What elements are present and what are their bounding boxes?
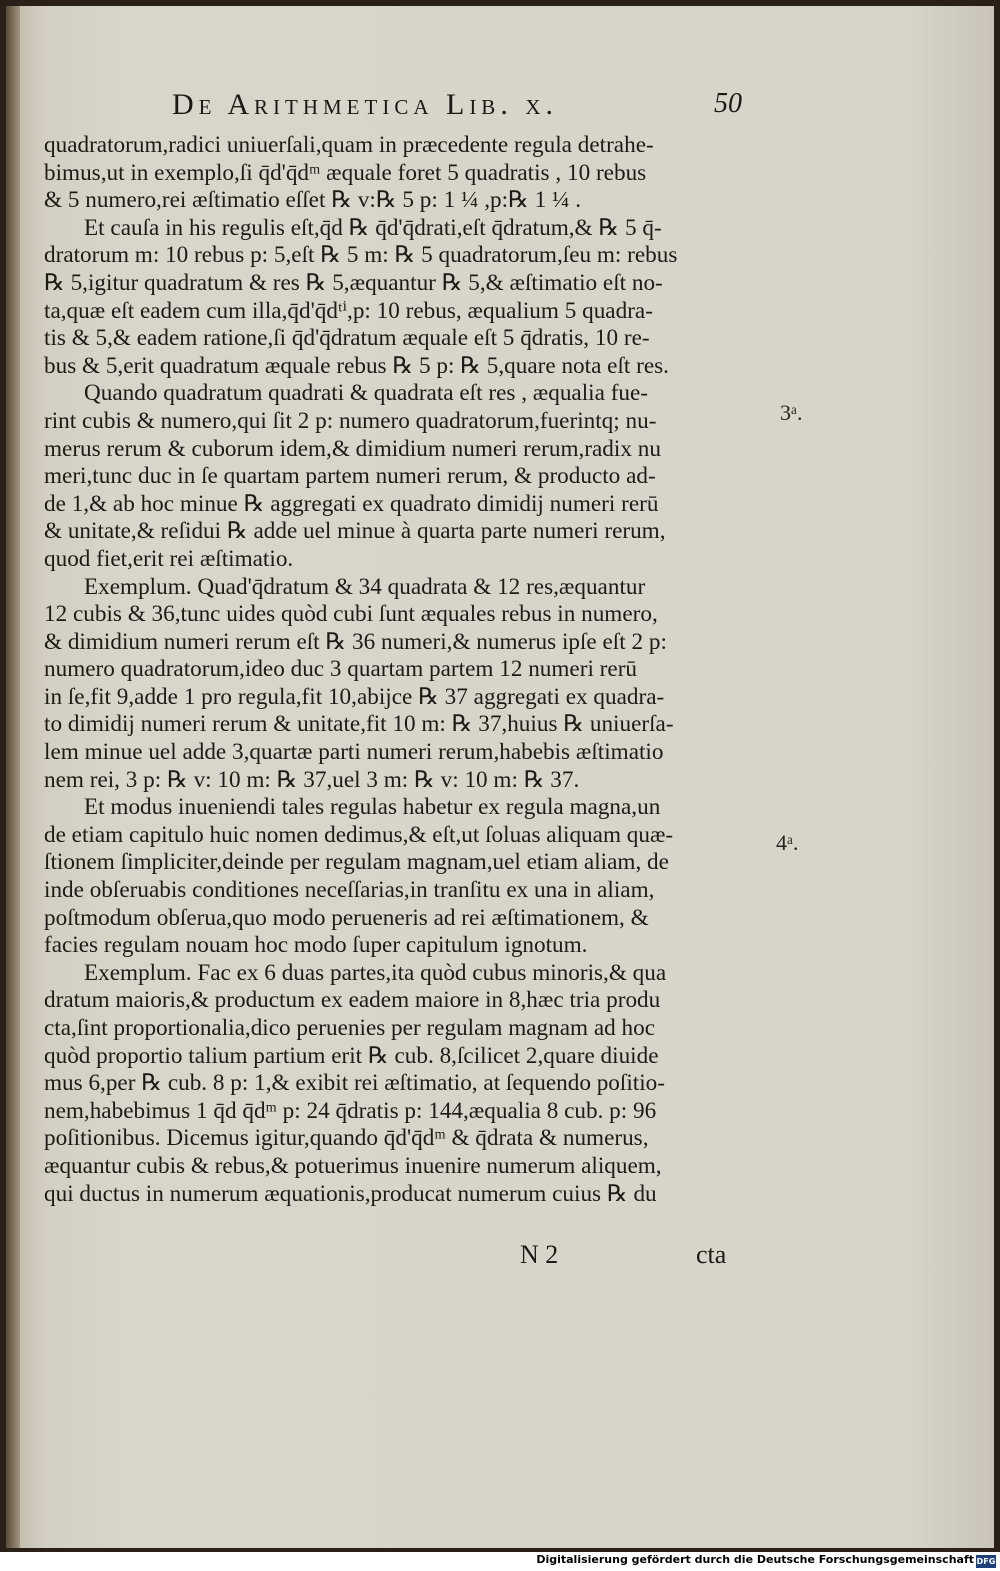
page-gutter — [6, 6, 20, 1548]
text-line: dratum maioris,& productum ex eadem maiore in 8,hæc tria produ — [44, 987, 661, 1014]
text-line: merus rerum & cuborum idem,& dimidium numeri rerum,radix nu — [44, 435, 661, 462]
running-title: De Arithmetica Lib. x. — [172, 88, 558, 121]
text-line: quod fiet,erit rei æſtimatio. — [44, 545, 294, 572]
text-line: tis & 5,& eadem ratione,ſi q̄d'q̄dratum æquale eſt 5 q̄dratis, 10 re- — [44, 325, 650, 352]
text-line: Et modus inueniendi tales regulas habetur ex regula magna,un — [84, 794, 661, 821]
dfg-logo: DFG — [976, 1557, 996, 1566]
page-number: 50 — [714, 88, 742, 119]
text-line: qui ductus in numerum æquationis,producat numerum cuius ℞ du — [44, 1180, 657, 1207]
text-line: de etiam capitulo huic nomen dedimus,& eſt,ut ſoluas aliquam quæ- — [44, 821, 674, 848]
text-line: & 5 numero,rei æſtimatio eſſet ℞ v:℞ 5 p: 1 ¼ ,p:℞ 1 ¼ . — [44, 187, 582, 214]
text-line: mus 6,per ℞ cub. 8 p: 1,& exibit rei æſtimatio, at ſequendo poſitio- — [44, 1070, 665, 1097]
text-line: 12 cubis & 36,tunc uides quòd cubi ſunt æquales rebus in numero, — [44, 601, 658, 628]
text-line: nem rei, 3 p: ℞ v: 10 m: ℞ 37,uel 3 m: ℞ v: 10 m: ℞ 37. — [44, 766, 580, 793]
text-line: Exemplum. Quad'q̄dratum & 34 quadrata & 12 res,æquantur — [84, 573, 646, 600]
signature-mark: N 2 — [520, 1240, 559, 1269]
margin-note-3a: 3ᵃ. — [780, 400, 803, 425]
text-line: quòd proportio talium partium erit ℞ cub. 8,ſcilicet 2,quare diuide — [44, 1042, 659, 1069]
text-line: & unitate,& reſidui ℞ adde uel minue à quarta parte numeri rerum, — [44, 518, 666, 545]
text-line: facies regulam nouam hoc modo ſuper capitulum ignotum. — [44, 932, 588, 959]
text-line: ſtionem ſimpliciter,deinde per regulam magnam,uel etiam aliam, de — [44, 849, 669, 876]
text-line: numero quadratorum,ideo duc 3 quartam partem 12 numeri rerū — [44, 656, 638, 683]
text-line: to dimidij numeri rerum & unitate,fit 10 m: ℞ 37,huius ℞ uniuerſa- — [44, 711, 674, 738]
running-head — [120, 88, 740, 132]
text-line: Quando quadratum quadrati & quadrata eſt res , æqualia fue- — [84, 380, 649, 407]
text-line: Exemplum. Fac ex 6 duas partes,ita quòd cubus minoris,& qua — [84, 959, 667, 986]
margin-note-4a: 4ᵃ. — [776, 830, 799, 855]
text-line: poſitionibus. Dicemus igitur,quando q̄d'q̄dᵐ & q̄drata & numerus, — [44, 1125, 649, 1152]
text-line: cta,ſint proportionalia,dico peruenies per regulam magnam ad hoc — [44, 1015, 656, 1041]
text-line: quadratorum,radici uniuerſali,quam in præcedente regula detrahe- — [44, 132, 654, 158]
text-line: & dimidium numeri rerum eſt ℞ 36 numeri,& numerus ipſe eſt 2 p: — [44, 628, 667, 655]
text-line: lem minue uel adde 3,quartæ parti numeri rerum,habebis æſtimatio — [44, 739, 664, 766]
catchword: cta — [696, 1240, 727, 1269]
funding-credit: Digitalisierung gefördert durch die Deutsche Forschungsgemeinschaft — [536, 1553, 974, 1566]
text-line: ta,quæ eſt eadem cum illa,q̄d'q̄dᵗⁱ,p: 10 rebus, æqualium 5 quadra- — [44, 297, 653, 324]
text-line: inde obſeruabis conditiones neceſſarias,in tranſitu ex una in aliam, — [44, 877, 655, 904]
text-line: meri,tunc duc in ſe quartam partem numeri rerum, & producto ad- — [44, 463, 656, 490]
text-line: Et cauſa in his regulis eſt,q̄d ℞ q̄d'q̄drati,eſt q̄dratum,& ℞ 5 q̄- — [84, 214, 662, 241]
text-line: de 1,& ab hoc minue ℞ aggregati ex quadrato dimidij numeri rerū — [44, 490, 659, 517]
text-line: ℞ 5,igitur quadratum & res ℞ 5,æquantur ℞ 5,& æſtimatio eſt no- — [44, 269, 663, 296]
body-text — [44, 132, 744, 1208]
text-line: dratorum m: 10 rebus p: 5,eſt ℞ 5 m: ℞ 5 quadratorum,ſeu m: rebus — [44, 242, 678, 269]
text-line: nem,habebimus 1 q̄d q̄dᵐ p: 24 q̄dratis p: 144,æqualia 8 cub. p: 96 — [44, 1097, 657, 1124]
text-line: in ſe,fit 9,adde 1 pro regula,fit 10,abijce ℞ 37 aggregati ex quadra- — [44, 683, 665, 710]
text-line: rint cubis & numero,qui ſit 2 p: numero quadratorum,fuerintq; nu- — [44, 407, 657, 434]
text-line: bimus,ut in exemplo,ſi q̄d'q̄dᵐ æquale foret 5 quadratis , 10 rebus — [44, 159, 647, 186]
text-line: æquantur cubis & rebus,& potuerimus inuenire numerum aliquem, — [44, 1152, 662, 1179]
text-line: poſtmodum obſerua,quo modo perueneris ad rei æſtimationem, & — [44, 904, 649, 931]
text-line: bus & 5,erit quadratum æquale rebus ℞ 5 p: ℞ 5,quare nota eſt res. — [44, 352, 669, 379]
